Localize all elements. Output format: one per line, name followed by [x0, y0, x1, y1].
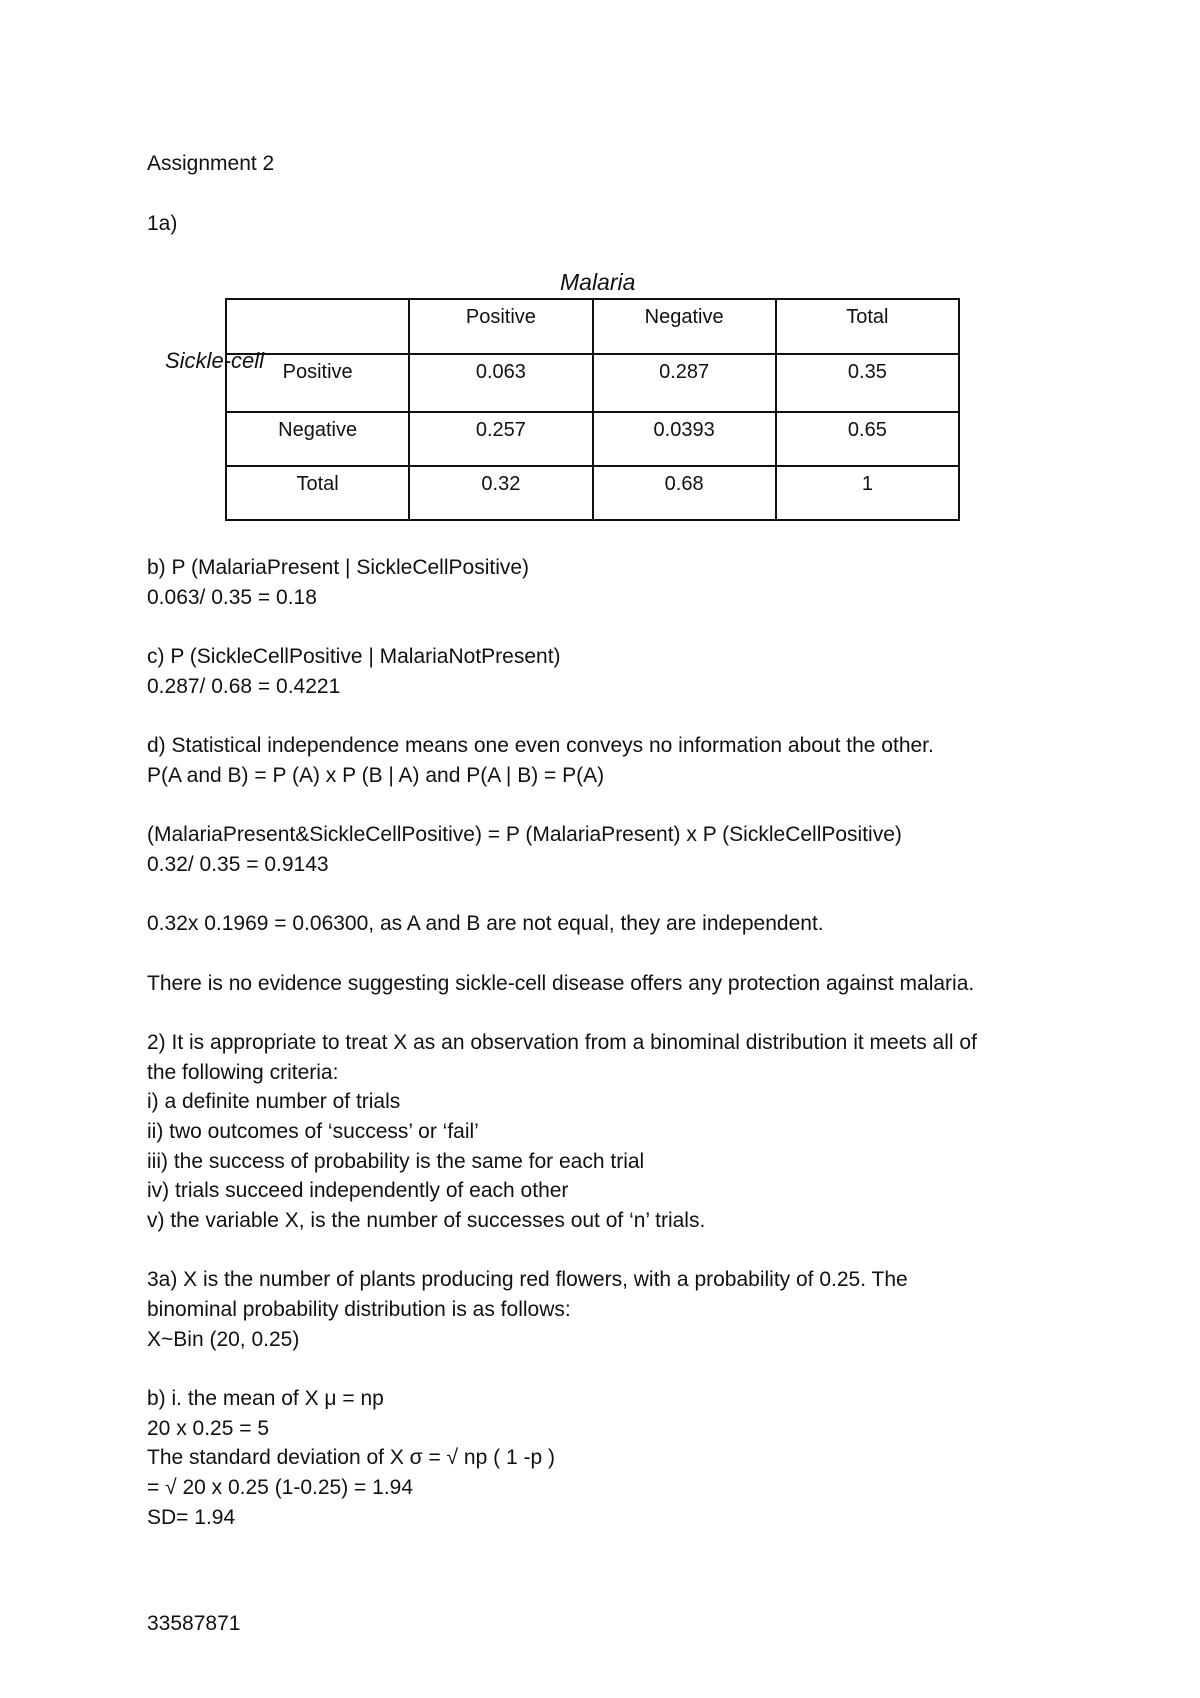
table-cell: Total [226, 466, 409, 520]
malaria-column-label: Malaria [560, 269, 636, 295]
table-cell: 0.0393 [593, 412, 776, 466]
text-line: iii) the success of probability is the same for each trial [147, 1150, 645, 1173]
table-row [226, 354, 959, 412]
text-line: 0.32/ 0.35 = 0.9143 [147, 853, 329, 876]
table-cell: 0.35 [776, 354, 959, 412]
table-cell: Negative [593, 299, 776, 354]
sickle-cell-row-label: Sickle-cell [165, 348, 265, 373]
text-line: (MalariaPresent&SickleCellPositive) = P (MalariaPresent) x P (SickleCellPositive) [147, 823, 902, 846]
text-line: SD= 1.94 [147, 1506, 236, 1529]
text-line: ii) two outcomes of ‘success’ or ‘fail’ [147, 1120, 479, 1143]
text-line: 0.287/ 0.68 = 0.4221 [147, 675, 341, 698]
table-cell: 0.68 [593, 466, 776, 520]
text-line: The standard deviation of X σ = √ np ( 1 -p ) [147, 1446, 555, 1469]
table-row [226, 412, 959, 466]
text-line: X~Bin (20, 0.25) [147, 1328, 300, 1351]
text-line: = √ 20 x 0.25 (1-0.25) = 1.94 [147, 1476, 414, 1499]
text-line: d) Statistical independence means one even conveys no information about the other. [147, 734, 934, 757]
text-line: the following criteria: [147, 1061, 339, 1084]
text-line: P(A and B) = P (A) x P (B | A) and P(A | B) = P(A) [147, 764, 605, 787]
table-cell: 0.32 [409, 466, 592, 520]
text-line: 2) It is appropriate to treat X as an observation from a binominal distribution it meets all of [147, 1031, 977, 1054]
table-cell: 0.063 [409, 354, 592, 412]
contingency-table [225, 298, 960, 521]
text-line: 0.063/ 0.35 = 0.18 [147, 586, 317, 609]
table-cell: Negative [226, 412, 409, 466]
table-cell [226, 299, 409, 354]
question-1a-label: 1a) [147, 212, 178, 235]
text-line: i) a definite number of trials [147, 1090, 401, 1113]
table-cell: 0.287 [593, 354, 776, 412]
table-cell: 0.65 [776, 412, 959, 466]
text-line: binominal probability distribution is as follows: [147, 1298, 571, 1321]
table-cell: Total [776, 299, 959, 354]
text-line: iv) trials succeed independently of each other [147, 1179, 569, 1202]
text-line: 0.32x 0.1969 = 0.06300, as A and B are not equal, they are independent. [147, 912, 824, 935]
text-line: v) the variable X, is the number of successes out of ‘n’ trials. [147, 1209, 706, 1232]
text-line: 3a) X is the number of plants producing red flowers, with a probability of 0.25. The [147, 1268, 908, 1291]
text-line: There is no evidence suggesting sickle-cell disease offers any protection against malaria. [147, 972, 975, 995]
table-cell: Positive [409, 299, 592, 354]
table-header-row [226, 299, 959, 354]
table-cell: 0.257 [409, 412, 592, 466]
text-line: b) P (MalariaPresent | SickleCellPositive) [147, 556, 530, 579]
table-cell: 1 [776, 466, 959, 520]
student-id-footer: 33587871 [147, 1612, 241, 1635]
text-line: c) P (SickleCellPositive | MalariaNotPresent) [147, 645, 561, 668]
text-line: b) i. the mean of X μ = np [147, 1387, 384, 1410]
assignment-title: Assignment 2 [147, 152, 275, 175]
table-row [226, 466, 959, 520]
table-cell: Positive [226, 354, 409, 412]
text-line: 20 x 0.25 = 5 [147, 1417, 270, 1440]
